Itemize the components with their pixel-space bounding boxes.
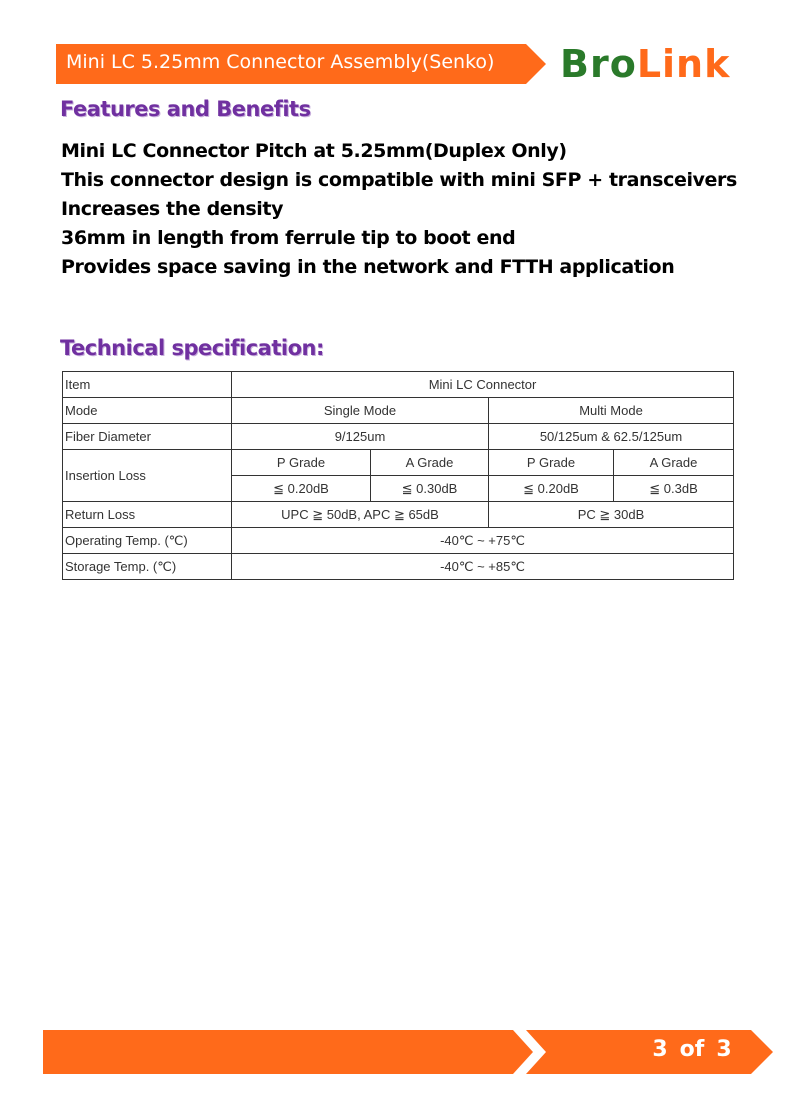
feature-item: This connector design is compatible with mini SFP + transceivers [61,169,737,191]
table-row [63,398,734,424]
feature-item: 36mm in length from ferrule tip to boot end [61,227,516,249]
page-separator: of [679,1037,705,1062]
table-row [63,502,734,528]
page-current: 3 [652,1037,668,1062]
fiber-multi: 50/125um & 62.5/125um [489,424,734,450]
rl-single: UPC ≧ 50dB, APC ≧ 65dB [232,502,489,528]
grade-mm-p: P Grade [489,450,614,476]
logo-part-bro: Bro [560,42,637,86]
table-row [63,554,734,580]
page-number [617,1037,767,1062]
il-sm-p: ≦ 0.20dB [232,476,371,502]
row-label-item: Item [63,372,232,398]
grade-sm-a: A Grade [371,450,489,476]
header-banner [56,44,546,84]
specs-heading: Technical specification: [60,336,324,360]
features-list [61,137,737,282]
grade-mm-a: A Grade [614,450,734,476]
logo-wordmark [560,42,730,86]
row-label-operating-temp: Operating Temp. (℃) [63,528,232,554]
fiber-single: 9/125um [232,424,489,450]
grade-sm-p: P Grade [232,450,371,476]
mode-multi: Multi Mode [489,398,734,424]
table-row [63,528,734,554]
footer-bar [43,1030,773,1074]
features-heading: Features and Benefits [60,97,311,121]
row-label-storage-temp: Storage Temp. (℃) [63,554,232,580]
table-row [63,450,734,476]
mode-single: Single Mode [232,398,489,424]
logo-part-link: Link [636,42,731,86]
feature-item: Increases the density [61,198,284,220]
table-row [63,424,734,450]
feature-item: Provides space saving in the network and FTTH application [61,256,675,278]
page-total: 3 [716,1037,732,1062]
il-sm-a: ≦ 0.30dB [371,476,489,502]
row-label-fiber: Fiber Diameter [63,424,232,450]
rl-multi: PC ≧ 30dB [489,502,734,528]
operating-temp-value: -40℃ ~ +75℃ [232,528,734,554]
row-label-return-loss: Return Loss [63,502,232,528]
spec-table [62,371,734,580]
il-mm-p: ≦ 0.20dB [489,476,614,502]
il-mm-a: ≦ 0.3dB [614,476,734,502]
row-label-mode: Mode [63,398,232,424]
row-label-insertion-loss: Insertion Loss [63,450,232,502]
storage-temp-value: -40℃ ~ +85℃ [232,554,734,580]
document-title: Mini LC 5.25mm Connector Assembly(Senko) [66,51,495,73]
brolink-logo [560,42,750,86]
table-row [63,372,734,398]
item-value: Mini LC Connector [232,372,734,398]
feature-item: Mini LC Connector Pitch at 5.25mm(Duplex Only) [61,140,567,162]
